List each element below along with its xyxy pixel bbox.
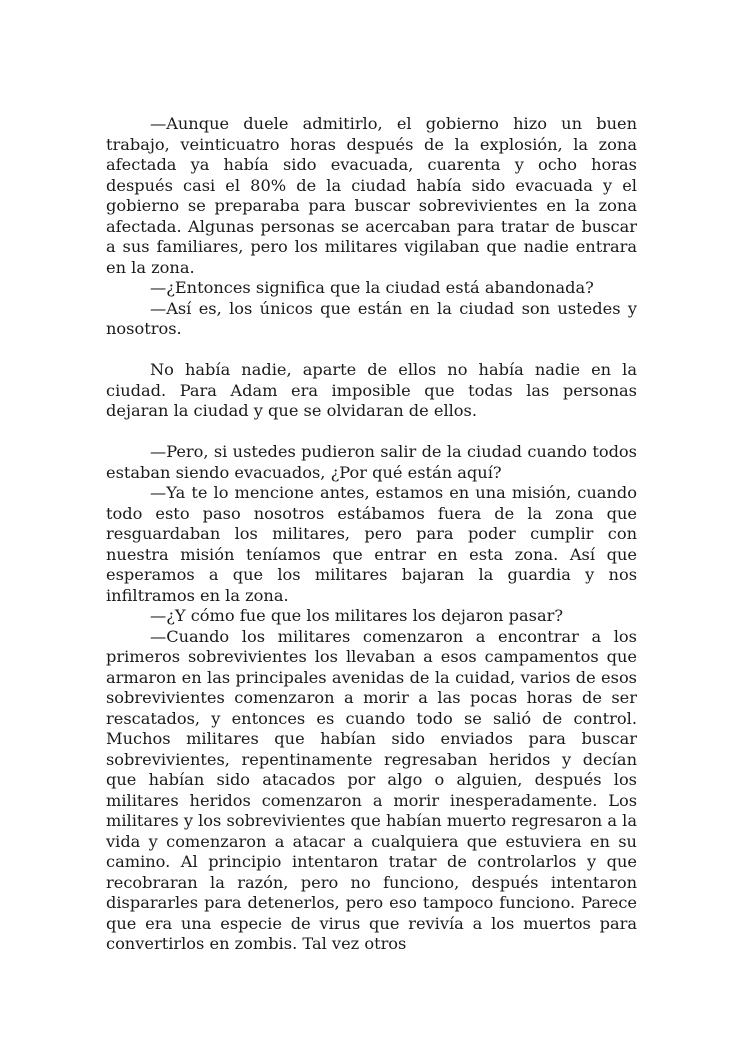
paragraph-spacer [106,340,637,361]
paragraph-7: —¿Y cómo fue que los militares los dejaron pasar? [150,606,564,625]
paragraph-spacer [106,422,637,443]
paragraph-6: —Ya te lo mencione antes, estamos en una misión, cuando todo esto paso nosotros estábamos fuera de la zona que resguardaban los militares, pero para poder cumplir con nuestra misión teníamos que entrar en esta zona. Así que esperamos a que los militares bajaran la guardia y nos infiltramos en la zona. [106,483,637,605]
paragraph-2: —¿Entonces significa que la ciudad está abandonada? [150,278,594,297]
paragraph-8: —Cuando los militares comenzaron a encontrar a los primeros sobrevivientes los llevaban a esos campamentos que armaron en las principales avenidas de la cuidad, varios de esos sobrevivientes comenzaron a morir a las pocas horas de ser rescatados, y entonces es cuando todo se salió de control. Muchos militares que habían sido enviados para buscar sobrevivientes, repentinamente regresaban heridos y decían que habían sido atacados por algo o alguien, después los militares heridos comenzaron a morir inesperadamente. Los militares y los sobrevivientes que habían muerto regresaron a la vida y comenzaron a atacar a cualquiera que estuviera en su camino. Al principio intentaron tratar de controlarlos y que recobraran la razón, pero no funciono, después intentaron dispararles para detenerlos, pero eso tampoco funciono. Parece que era una especie de virus que revivía a los muertos para convertirlos en zombis. Tal vez otros [106,626,637,953]
paragraph-5: —Pero, si ustedes pudieron salir de la ciudad cuando todos estaban siendo evacuados, ¿Por qué están aquí? [106,442,637,482]
paragraph-3: —Así es, los únicos que están en la ciudad son ustedes y nosotros. [106,298,637,338]
page-body [106,114,637,955]
paragraph-1: —Aunque duele admitirlo, el gobierno hizo un buen trabajo, veinticuatro horas después de la explosión, la zona afectada ya había sido evacuada, cuarenta y ocho horas después casi el 80% de la ciudad había sido evacuada y el gobierno se preparaba para buscar sobrevivientes en la zona afectada. Algunas personas se acercaban para tratar de buscar a sus familiares, pero los militares vigilaban que nadie entrara en la zona. [106,114,637,277]
paragraph-4: No había nadie, aparte de ellos no había nadie en la ciudad. Para Adam era imposible que todas las personas dejaran la ciudad y que se olvidaran de ellos. [106,360,637,420]
